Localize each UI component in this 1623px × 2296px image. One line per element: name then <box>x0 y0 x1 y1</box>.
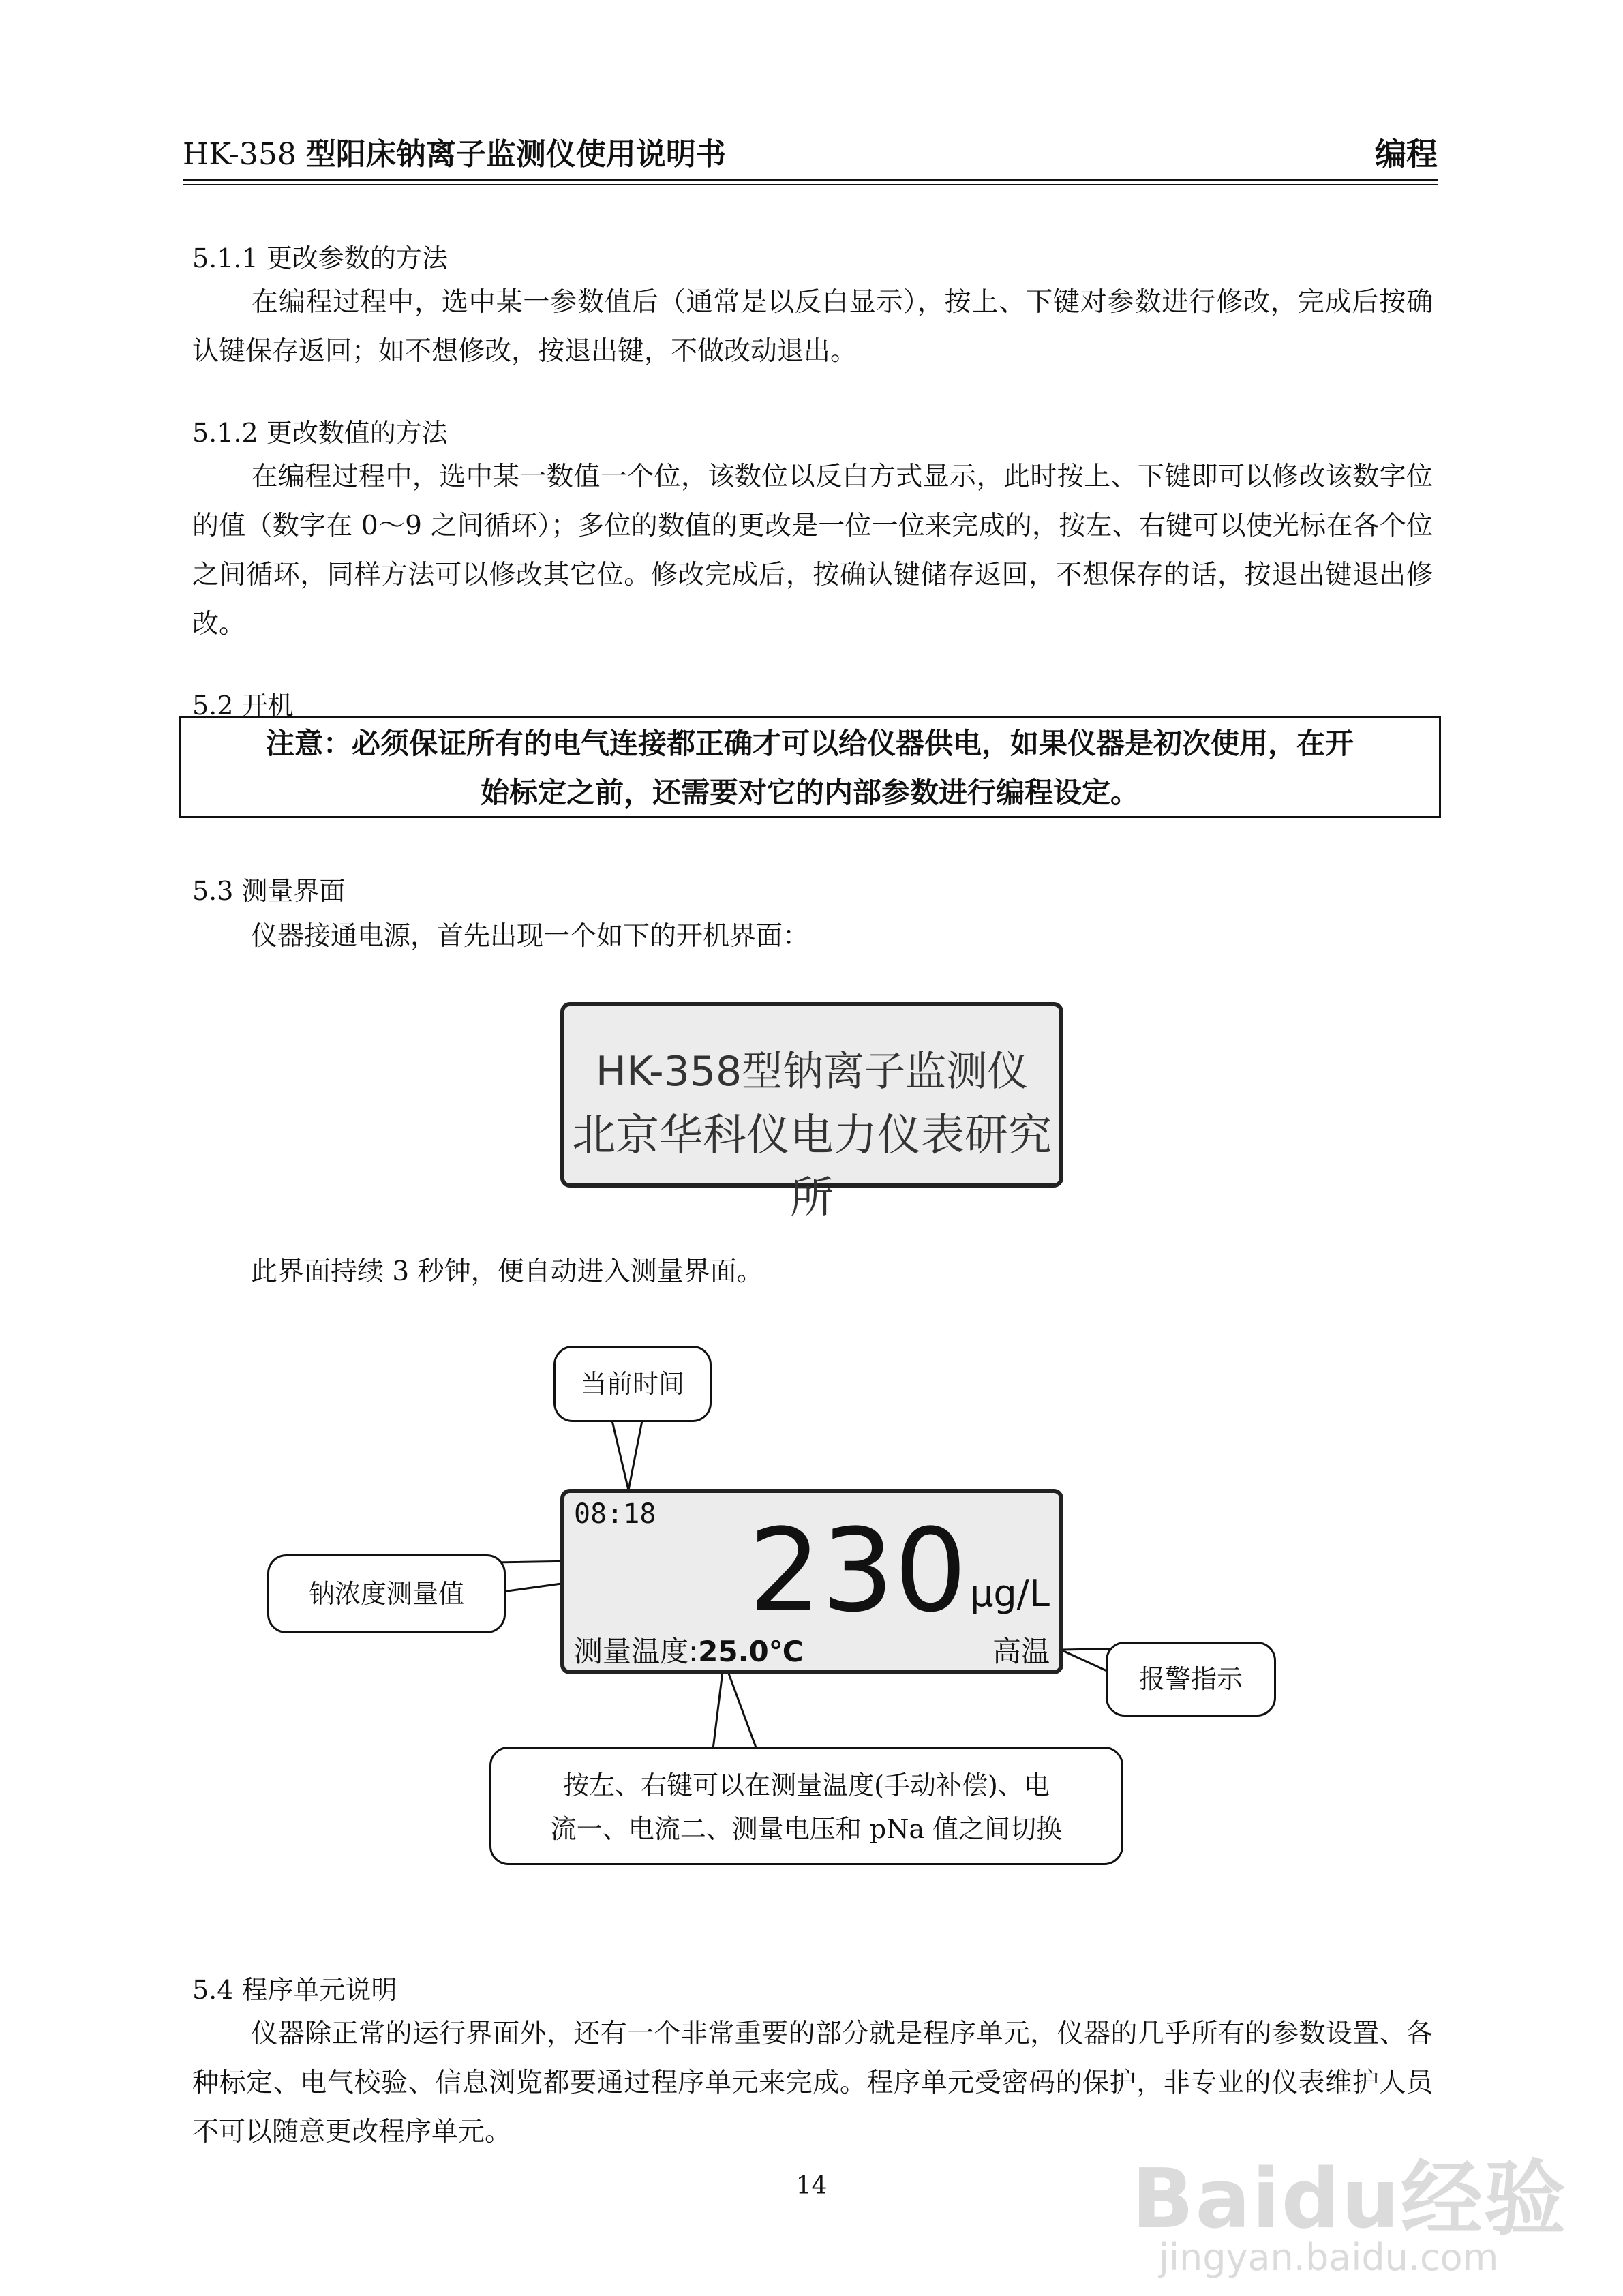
section-heading-5-1-1: 5.1.1 更改参数的方法 <box>192 243 448 273</box>
callout-switch-line-2: 流一、电流二、测量电压和 pNa 值之间切换 <box>550 1814 1063 1844</box>
boot-duration-text: 此界面持续 3 秒钟，便自动进入测量界面。 <box>251 1256 763 1287</box>
callout-current-time: 当前时间 <box>553 1346 712 1422</box>
boot-screen-line-2: 北京华科仪电力仪表研究所 <box>572 1111 1052 1224</box>
header-model: HK-358 <box>183 137 297 172</box>
section-body-5-1-2: 在编程过程中，选中某一数值一个位，该数位以反白方式显示，此时按上、下键即可以修改该数字位的值（数字在 0～9 之间循环）；多位的数值的更改是一位一位来完成的，按左、右键可以使光标在各个位之间循环，同样方法可以修改其它位。修改完成后，按确认键储存返回，不想保存的话，按退出键退出修改。 <box>192 462 1433 639</box>
callout-alarm: 报警指示 <box>1106 1642 1276 1717</box>
section-body-5-4: 仪器除正常的运行界面外，还有一个非常重要的部分就是程序单元，仪器的几乎所有的参数设置、各种标定、电气校验、信息浏览都要通过程序单元来完成。程序单元受密码的保护，非专业的仪表维护人员不可以随意更改程序单元。 <box>192 2019 1433 2147</box>
screen-alarm: 高温 <box>992 1635 1050 1668</box>
section-heading-5-3: 5.3 测量界面 <box>192 876 346 906</box>
screen-unit: μg/L <box>970 1572 1050 1615</box>
section-intro-5-3: 仪器接通电源，首先出现一个如下的开机界面： <box>251 921 810 952</box>
callout-switch-line-1: 按左、右键可以在测量温度(手动补偿)、电 <box>563 1770 1050 1800</box>
page-number: 14 <box>795 2172 828 2200</box>
watermark-url: jingyan.baidu.com <box>1159 2236 1499 2279</box>
section-body-5-1-1: 在编程过程中，选中某一参数值后（通常是以反白显示），按上、下键对参数进行修改，完成后按确认键保存返回；如不想修改，按退出键，不做改动退出。 <box>192 287 1433 367</box>
header-section: 编程 <box>1375 136 1438 172</box>
measurement-screen <box>560 1489 1063 1674</box>
screen-temperature <box>574 1629 804 1670</box>
notice-line-2: 始标定之前，还需要对它的内部参数进行编程设定。 <box>480 776 1139 809</box>
watermark-logo: Baidu经验 <box>1132 2152 1567 2247</box>
header-doc-title: 型阳床钠离子监测仪使用说明书 <box>305 137 726 172</box>
screen-na-value: 230 <box>748 1504 967 1637</box>
screen-time: 08:18 <box>574 1498 656 1530</box>
screen-temp-label: 测量温度: <box>574 1635 699 1668</box>
screen-temp-value: 25.0℃ <box>698 1635 804 1668</box>
notice-line-1: 注意：必须保证所有的电气连接都正确才可以给仪器供电，如果仪器是初次使用，在开 <box>265 727 1354 760</box>
callout-na-value: 钠浓度测量值 <box>267 1554 506 1633</box>
baidu-watermark <box>1132 2134 1568 2284</box>
section-heading-5-1-2: 5.1.2 更改数值的方法 <box>192 418 448 448</box>
boot-screen-line-1: HK-358型钠离子监测仪 <box>595 1048 1029 1096</box>
section-heading-5-2: 5.2 开机 <box>192 691 294 721</box>
section-heading-5-4: 5.4 程序单元说明 <box>192 1975 397 2005</box>
callout-switch-display <box>489 1747 1123 1865</box>
